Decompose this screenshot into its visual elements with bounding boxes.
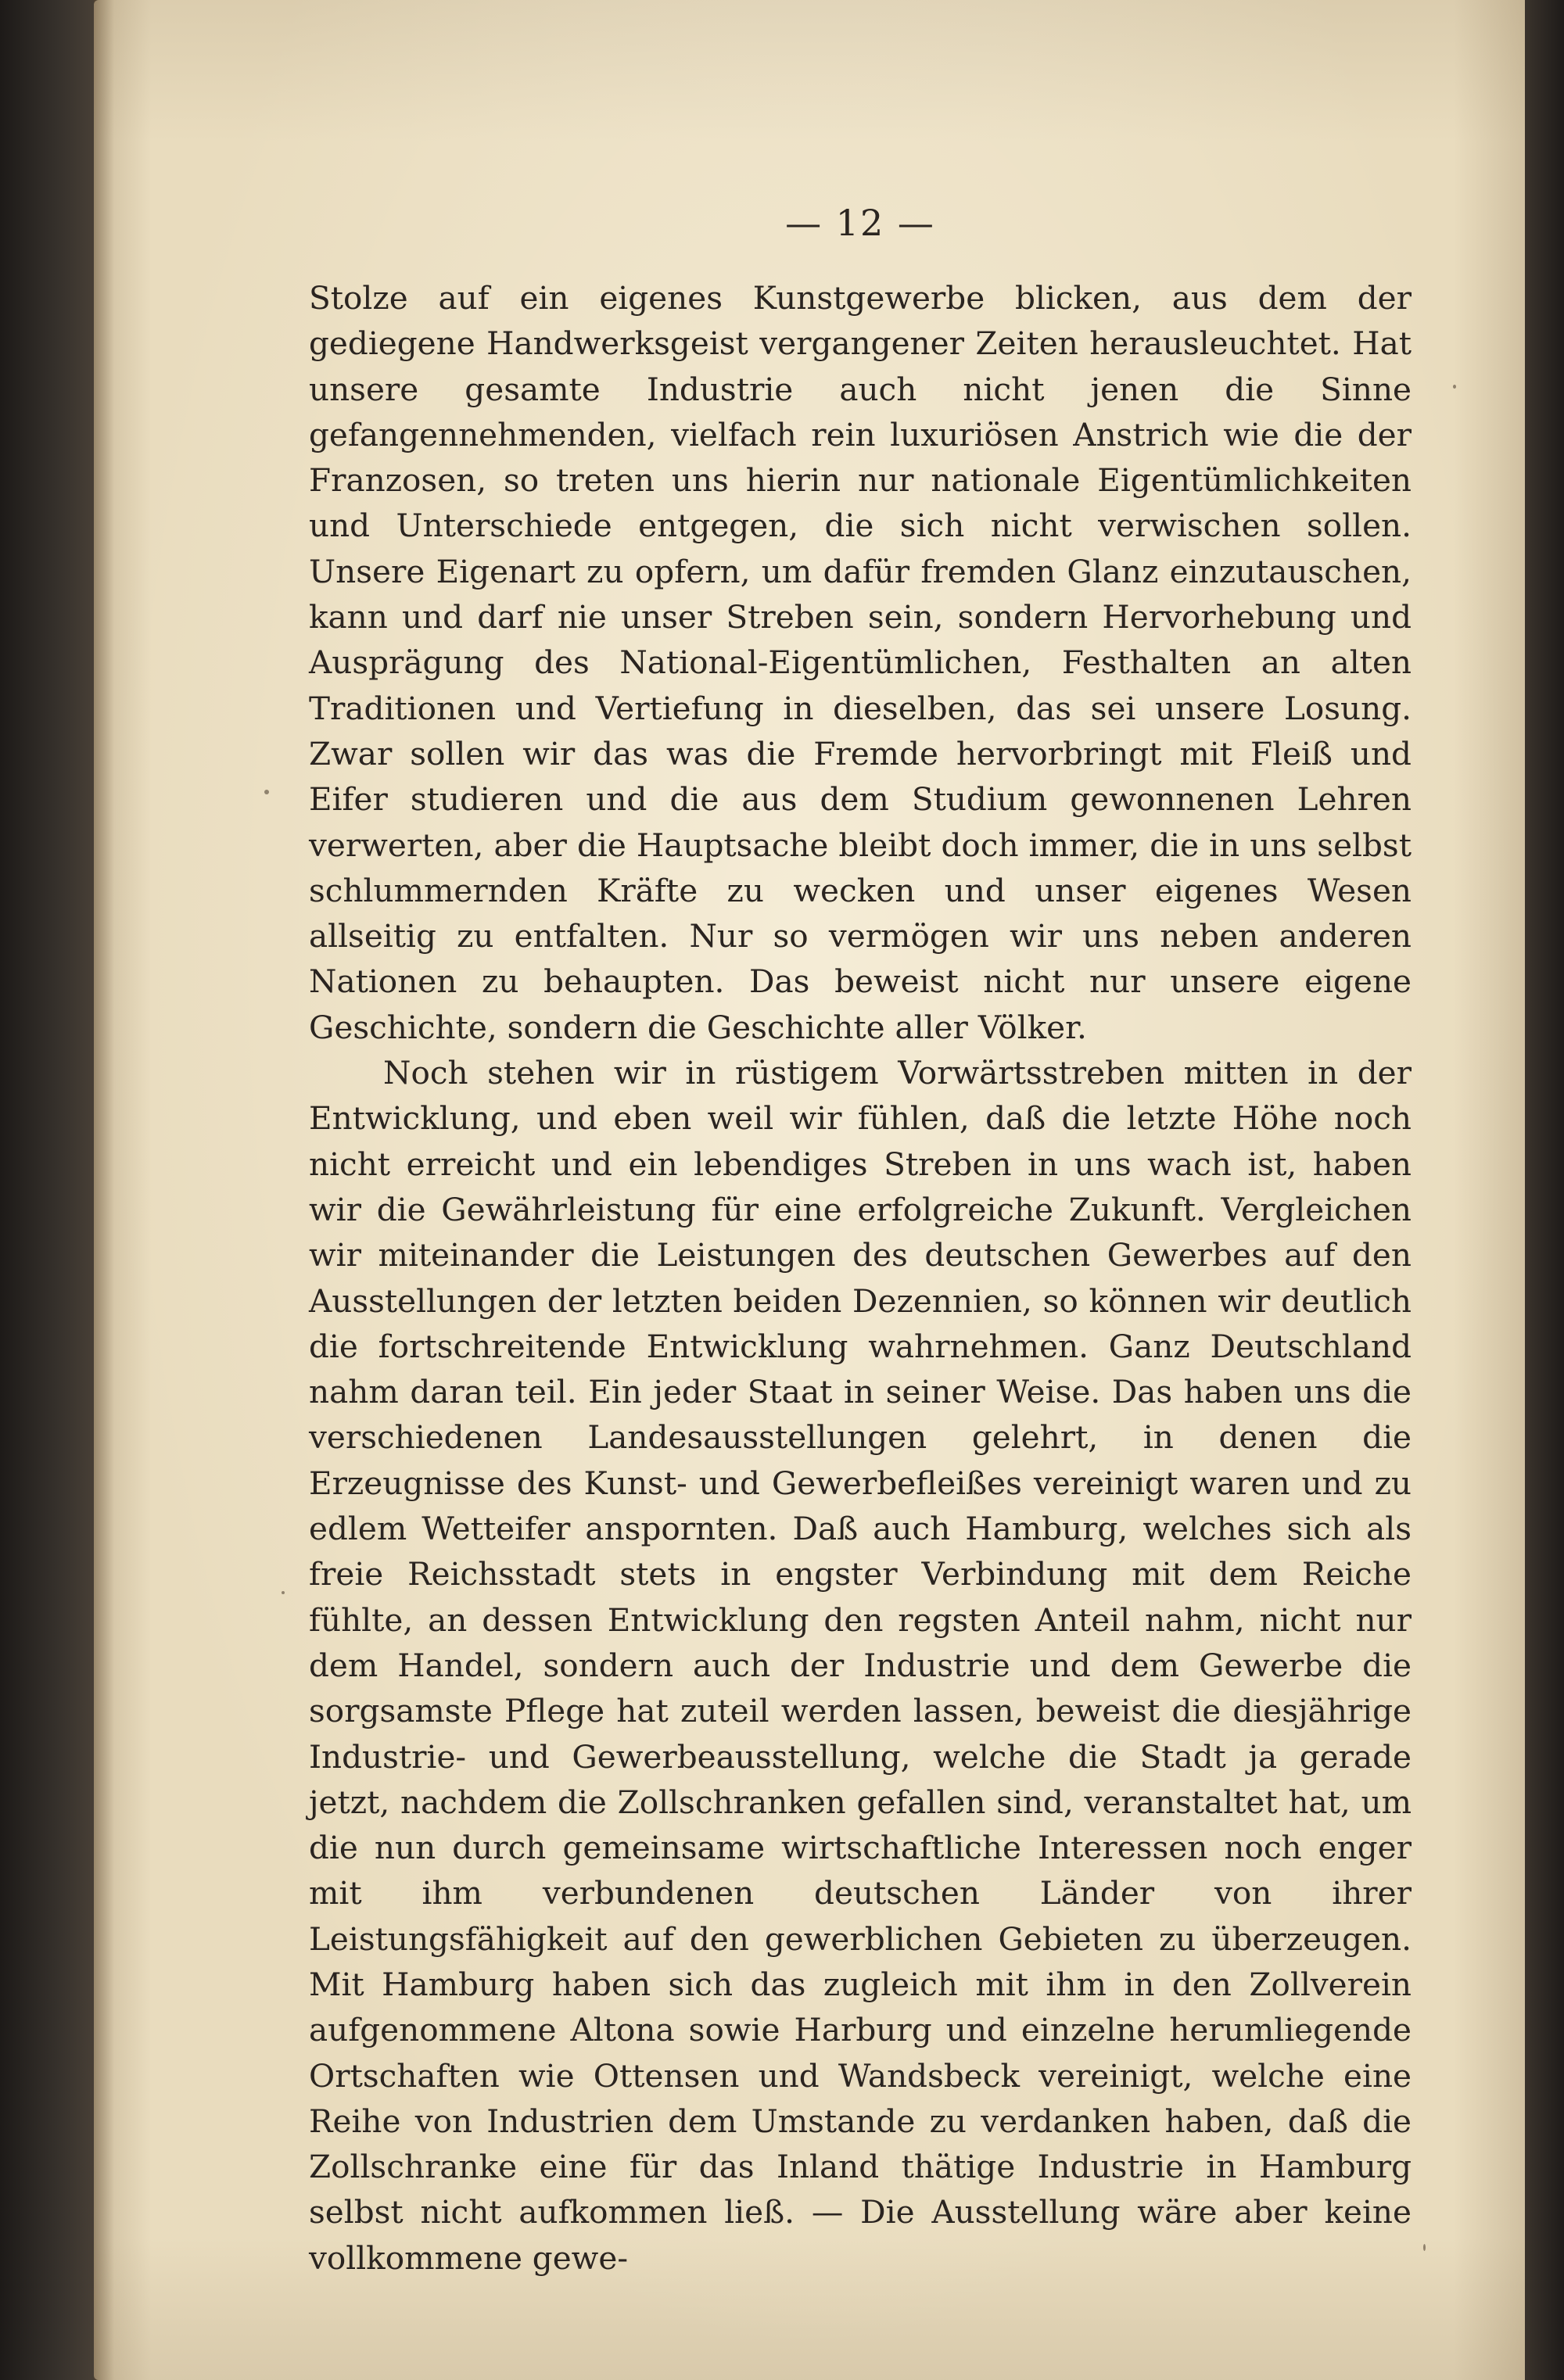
page-body-text — [309, 275, 1412, 2281]
page-number: — 12 — — [785, 202, 935, 244]
paper-speck — [282, 1591, 285, 1594]
book-cover-edge — [0, 0, 102, 2380]
paper-speck — [264, 790, 269, 794]
page-gutter-shadow — [94, 0, 114, 2380]
paragraph-1: Stolze auf ein eigenes Kunstgewerbe blicken, aus dem der gediegene Handwerksgeist vergangener Zeiten herausleuchtet. Hat unsere gesamte Industrie auch nicht jenen die Sinne gefangennehmenden, vielfach rein luxuriösen Anstrich wie die der Franzosen, so treten uns hierin nur nationale Eigentümlichkeiten und Unterschiede entgegen, die sich nicht verwischen sollen. Unsere Eigenart zu opfern, um dafür fremden Glanz einzutauschen, kann und darf nie unser Streben sein, sondern Hervorhebung und Ausprägung des National-Eigentümlichen, Festhalten an alten Traditionen und Vertiefung in dieselben, das sei unsere Losung. Zwar sollen wir das was die Fremde hervorbringt mit Fleiß und Eifer studieren und die aus dem Studium gewonnenen Lehren verwerten, aber die Hauptsache bleibt doch immer, die in uns selbst schlummernden Kräfte zu wecken und unser eigenes Wesen allseitig zu entfalten. Nur so vermögen wir uns neben anderen Nationen zu behaupten. Das beweist nicht nur unsere eigene Geschichte, sondern die Geschichte aller Völker. — [309, 279, 1412, 1046]
paper-speck — [1423, 2244, 1426, 2251]
book-cover-right-edge — [1525, 0, 1564, 2380]
paragraph-2: Noch stehen wir in rüstigem Vorwärtsstreben mitten in der Entwicklung, und eben weil wir fühlen, daß die letzte Höhe noch nicht erreicht und ein lebendiges Streben in uns wach ist, haben wir die Gewährleistung für eine erfolgreiche Zukunft. Vergleichen wir miteinander die Leistungen des deutschen Gewerbes auf den Ausstellungen der letzten beiden Dezennien, so können wir deutlich die fortschreitende Entwicklung wahrnehmen. Ganz Deutschland nahm daran teil. Ein jeder Staat in seiner Weise. Das haben uns die verschiedenen Landesausstellungen gelehrt, in denen die Erzeugnisse des Kunst- und Gewerbefleißes vereinigt waren und zu edlem Wetteifer anspornten. Daß auch Hamburg, welches sich als freie Reichsstadt stets in engster Verbindung mit dem Reiche fühlte, an dessen Entwicklung den regsten Anteil nahm, nicht nur dem Handel, sondern auch der Industrie und dem Gewerbe die sorgsamste Pflege hat zuteil werden lassen, beweist die diesjährige Industrie- und Gewerbeausstellung, welche die Stadt ja gerade jetzt, nachdem die Zollschranken gefallen sind, veranstaltet hat, um die nun durch gemeinsame wirtschaftliche Interessen noch enger mit ihm verbundenen deutschen Länder von ihrer Leistungsfähigkeit auf den gewerblichen Gebieten zu überzeugen. Mit Hamburg haben sich das zugleich mit ihm in den Zollverein aufgenommene Altona sowie Harburg und einzelne herumliegende Ortschaften wie Ottensen und Wandsbeck vereinigt, welche eine Reihe von Industrien dem Umstande zu verdanken haben, daß die Zollschranke eine für das Inland thätige Industrie in Hamburg selbst nicht aufkommen ließ. — Die Ausstellung wäre aber keine vollkommene gewe- — [309, 1054, 1412, 2277]
paper-speck — [1453, 385, 1456, 389]
